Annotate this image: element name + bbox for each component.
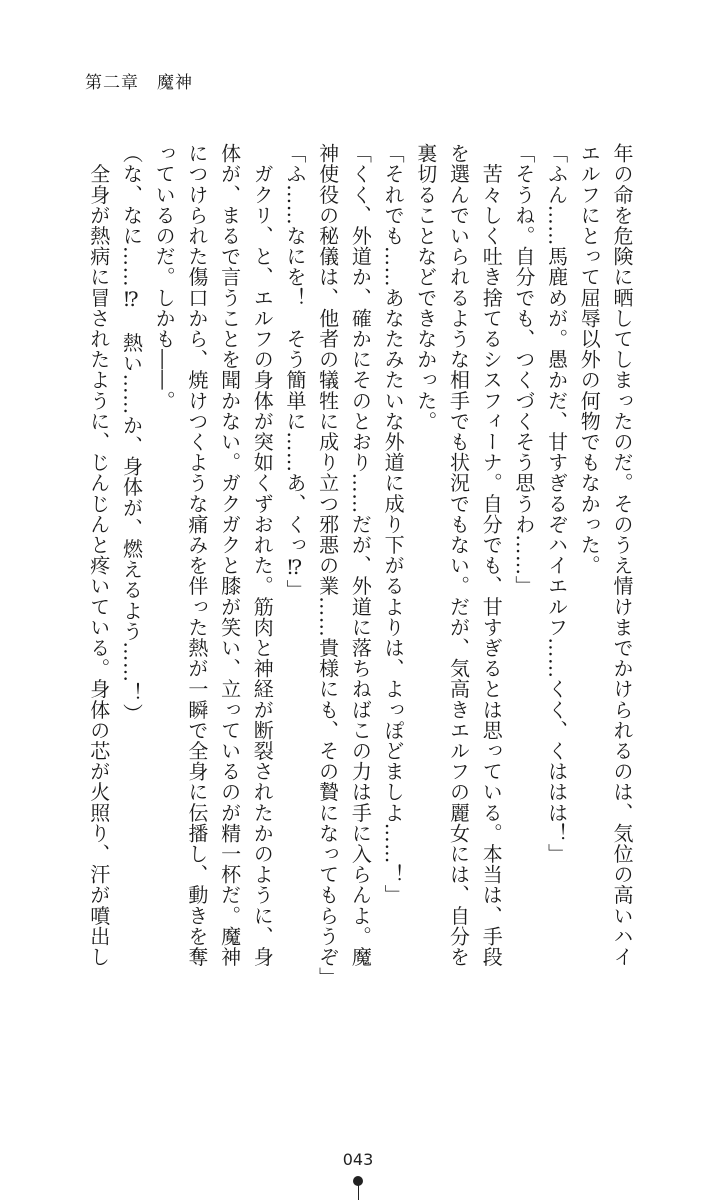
text-line: につけられた傷口から、焼けつくような痛みを伴った熱が一瞬で全身に伝播し、動きを奪 [184, 143, 209, 967]
body-text [82, 143, 638, 988]
text-line: 「ふん……馬鹿めが。愚かだ、甘すぎるぞハイエルフ……くく、くははは！」 [544, 143, 569, 864]
text-line: 「くく、外道か、確かにそのとおり……だが、外道に落ちねばこの力は手に入らんよ。魔 [348, 143, 373, 967]
text-line: 「ふ……なにを！ そう簡単に……あ、くっ⁉」 [282, 143, 307, 601]
text-line: ガクリ、と、エルフの身体が突如くずおれた。筋肉と神経が断裂されたかのように、身 [250, 143, 275, 967]
text-line: 「そうね。自分でも、つくづくそう思うわ……」 [511, 143, 536, 597]
text-line: 苦々しく吐き捨てるシスフィーナ。自分でも、甘すぎるとは思っている。本当は、手段 [479, 143, 504, 967]
text-line: 神使役の秘儀は、他者の犠牲に成り立つ邪悪の業……貴様にも、その贄になってもらうぞ」 [315, 143, 340, 988]
page-number: 043 [342, 1150, 374, 1169]
running-header: 第二章 魔神 [85, 73, 193, 93]
text-line: 年の命を危険に晒してしまったのだ。そのうえ情けまでかけられるのは、気位の高いハイ [610, 143, 634, 967]
text-line: を選んでいられるような相手でも状況でもない。だが、気高きエルフの麗女には、自分を [446, 143, 471, 967]
text-line: 全身が熱病に冒されたように、じんじんと疼いている。身体の芯が火照り、汗が噴出し [86, 143, 111, 967]
text-line: 裏切ることなどできなかった。 [413, 143, 438, 432]
text-line: エルフにとって屈辱以外の何物でもなかった。 [577, 143, 602, 576]
text-line: 体が、まるで言うことを聞かない。ガクガクと膝が笑い、立っているのが精一杯だ。魔神 [217, 143, 242, 967]
text-line: っているのだ。しかも――。 [152, 143, 177, 411]
text-line: 「それでも……あなたみたいな外道に成り下がるよりは、よっぽどましよ……！」 [381, 143, 406, 906]
text-line: （な、なに……⁉ 熱い……か、身体が、燃えるよう……！） [119, 143, 144, 724]
page-marker-line [358, 1184, 359, 1200]
